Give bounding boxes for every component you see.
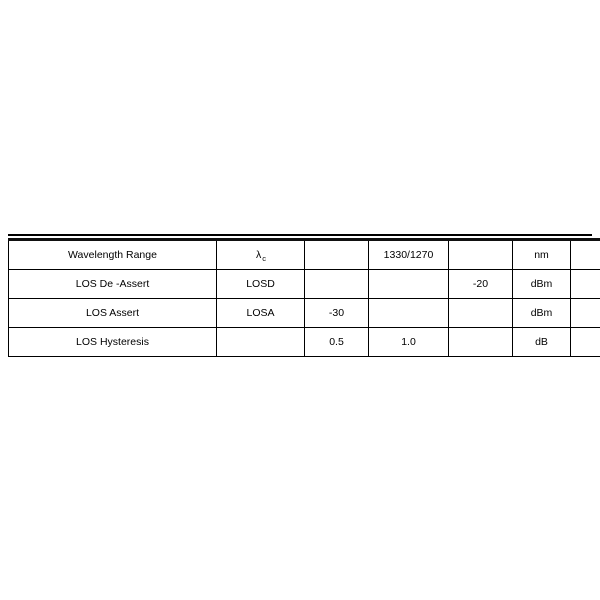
table-row — [9, 299, 600, 328]
cell-parameter: Wavelength Range — [9, 240, 217, 270]
cell-max: -20 — [449, 270, 513, 299]
symbol-lambda-c — [256, 249, 265, 261]
symbol-subscript: c — [262, 253, 266, 263]
cell-symbol — [217, 328, 305, 357]
specification-table-container — [8, 238, 592, 357]
symbol-losa — [246, 307, 274, 319]
cell-typical — [369, 270, 449, 299]
table-top-rule — [8, 234, 592, 236]
cell-parameter: LOS Assert — [9, 299, 217, 328]
cell-symbol — [217, 299, 305, 328]
cell-notes — [571, 240, 600, 270]
cell-min — [305, 270, 369, 299]
cell-max — [449, 328, 513, 357]
table-row — [9, 270, 600, 299]
cell-min: -30 — [305, 299, 369, 328]
symbol-base: LOSA — [246, 306, 275, 319]
cell-notes — [571, 270, 600, 299]
symbol-base: LOSD — [246, 277, 275, 290]
table-row — [9, 240, 600, 270]
cell-unit: nm — [513, 240, 571, 270]
cell-min — [305, 240, 369, 270]
cell-max — [449, 299, 513, 328]
cell-unit: dB — [513, 328, 571, 357]
specification-table — [8, 238, 600, 357]
cell-unit: dBm — [513, 299, 571, 328]
cell-min: 0.5 — [305, 328, 369, 357]
symbol-base: λ — [256, 248, 262, 261]
cell-parameter: LOS De -Assert — [9, 270, 217, 299]
cell-unit: dBm — [513, 270, 571, 299]
cell-typical: 1330/1270 — [369, 240, 449, 270]
cell-symbol — [217, 240, 305, 270]
cell-parameter: LOS Hysteresis — [9, 328, 217, 357]
cell-typical: 1.0 — [369, 328, 449, 357]
cell-max — [449, 240, 513, 270]
cell-notes — [571, 328, 600, 357]
symbol-losd — [246, 278, 275, 290]
table-row — [9, 328, 600, 357]
cell-notes — [571, 299, 600, 328]
cell-typical — [369, 299, 449, 328]
cell-symbol — [217, 270, 305, 299]
